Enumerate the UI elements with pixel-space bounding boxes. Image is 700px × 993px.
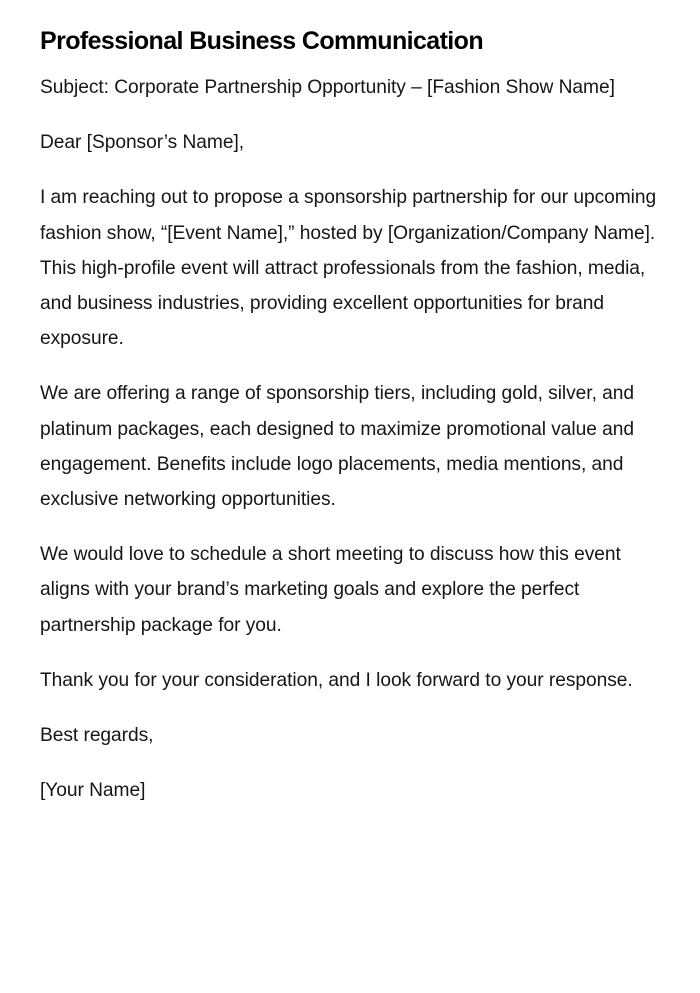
body-paragraph-tiers: We are offering a range of sponsorship tiers, including gold, silver, and platinum packages, each designed to maximize promotional value and engagement. Benefits include logo placements, media mentions, and exclusive networking opportunities. <box>40 383 635 511</box>
body-paragraph-meeting: We would love to schedule a short meeting to discuss how this event aligns with your brand’s marketing goals and explore the perfect partnership package for you. <box>40 544 621 636</box>
document-title: Professional Business Communication <box>40 27 483 55</box>
signature: [Your Name] <box>40 780 146 802</box>
body-paragraph-intro: I am reaching out to propose a sponsorship partnership for our upcoming fashion show, “[Event Name],” hosted by [Organization/Company Name]. This high-profile event will attract professionals from the fashion, media, and business industries, providing excellent opportunities for brand exposure. <box>40 187 657 350</box>
subject-line: Subject: Corporate Partnership Opportunity – [Fashion Show Name] <box>40 77 615 98</box>
body-paragraph-thanks: Thank you for your consideration, and I look forward to your response. <box>40 669 633 691</box>
salutation: Dear [Sponsor’s Name], <box>40 132 245 154</box>
closing: Best regards, <box>40 725 154 747</box>
